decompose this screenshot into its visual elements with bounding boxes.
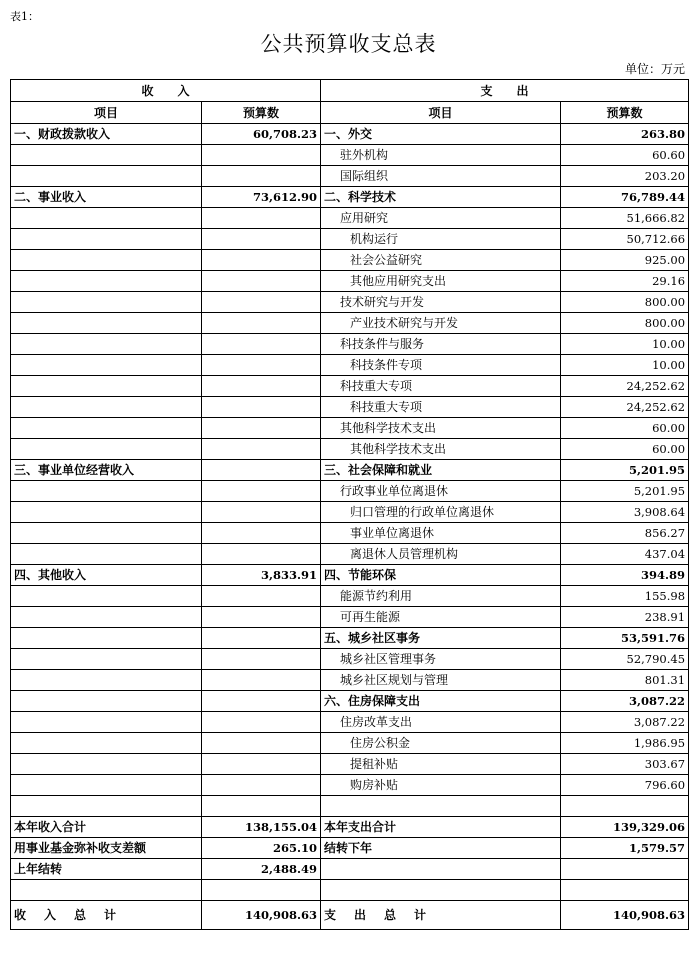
- expense-amount-cell: 3,087.22: [561, 691, 689, 712]
- expense-item-cell: 科技重大专项: [321, 397, 561, 418]
- income-amount-cell: [202, 691, 321, 712]
- expense-item-cell: 产业技术研究与开发: [321, 313, 561, 334]
- expense-amount-cell: [561, 880, 689, 901]
- table-row: [11, 628, 689, 649]
- income-item-cell: [11, 250, 202, 271]
- grand-total-row: [11, 901, 689, 930]
- expense-amount-cell: 263.80: [561, 124, 689, 145]
- expense-amount-cell: 24,252.62: [561, 397, 689, 418]
- income-item-cell: [11, 880, 202, 901]
- table-row: [11, 607, 689, 628]
- income-item-cell: [11, 313, 202, 334]
- table-row: [11, 376, 689, 397]
- income-amount-cell: [202, 523, 321, 544]
- expense-amount-cell: 394.89: [561, 565, 689, 586]
- expense-amount-cell: 60.60: [561, 145, 689, 166]
- table-row: [11, 355, 689, 376]
- income-amount-cell: [202, 313, 321, 334]
- expense-amount-cell: 76,789.44: [561, 187, 689, 208]
- table-row: [11, 229, 689, 250]
- income-item-cell: [11, 145, 202, 166]
- income-item-cell: 上年结转: [11, 859, 202, 880]
- budget-table: [10, 79, 689, 930]
- table-row: [11, 544, 689, 565]
- table-row: [11, 817, 689, 838]
- unit-label: 单位：万元: [624, 62, 685, 76]
- income-group-header: 收 入: [11, 80, 321, 102]
- table-row: [11, 796, 689, 817]
- income-item-cell: 用事业基金弥补收支差额: [11, 838, 202, 859]
- income-item-cell: [11, 229, 202, 250]
- expense-item-cell: 其他应用研究支出: [321, 271, 561, 292]
- expense-item-cell: 能源节约利用: [321, 586, 561, 607]
- income-item-cell: [11, 775, 202, 796]
- income-amount-cell: [202, 271, 321, 292]
- income-amount-cell: [202, 250, 321, 271]
- income-item-cell: [11, 796, 202, 817]
- table-row: [11, 271, 689, 292]
- expense-item-cell: 国际组织: [321, 166, 561, 187]
- table-row: [11, 124, 689, 145]
- income-amount-cell: [202, 166, 321, 187]
- expense-total-amount: 140,908.63: [561, 901, 689, 930]
- expense-item-cell: [321, 796, 561, 817]
- expense-item-cell: 城乡社区管理事务: [321, 649, 561, 670]
- income-total-label-cell: [11, 901, 202, 930]
- expense-amount-cell: 10.00: [561, 334, 689, 355]
- table-row: [11, 670, 689, 691]
- income-amount-cell: [202, 355, 321, 376]
- income-amount-cell: [202, 586, 321, 607]
- expense-amount-cell: 155.98: [561, 586, 689, 607]
- table-row: [11, 334, 689, 355]
- income-item-cell: [11, 334, 202, 355]
- expense-amount-cell: 29.16: [561, 271, 689, 292]
- expense-total-label-cell: [321, 901, 561, 930]
- income-total-label: 收入总计: [14, 908, 135, 922]
- expense-amount-cell: 5,201.95: [561, 481, 689, 502]
- expense-amount-cell: 856.27: [561, 523, 689, 544]
- expense-amount-cell: 800.00: [561, 313, 689, 334]
- expense-item-cell: 机构运行: [321, 229, 561, 250]
- income-budget-header: 预算数: [202, 102, 321, 124]
- expense-item-cell: 五、城乡社区事务: [321, 628, 561, 649]
- table-row: [11, 691, 689, 712]
- expense-budget-header: 预算数: [561, 102, 689, 124]
- expense-item-cell: 科技条件与服务: [321, 334, 561, 355]
- expense-amount-cell: 3,908.64: [561, 502, 689, 523]
- expense-amount-cell: 238.91: [561, 607, 689, 628]
- income-amount-cell: 138,155.04: [202, 817, 321, 838]
- expense-item-cell: 购房补贴: [321, 775, 561, 796]
- table-row: [11, 166, 689, 187]
- income-amount-cell: [202, 334, 321, 355]
- income-item-cell: [11, 733, 202, 754]
- expense-amount-cell: 203.20: [561, 166, 689, 187]
- income-total-amount: 140,908.63: [202, 901, 321, 930]
- income-item-cell: [11, 691, 202, 712]
- income-item-cell: [11, 397, 202, 418]
- expense-item-cell: 科技条件专项: [321, 355, 561, 376]
- expense-amount-cell: 139,329.06: [561, 817, 689, 838]
- expense-amount-cell: 52,790.45: [561, 649, 689, 670]
- income-item-cell: [11, 502, 202, 523]
- group-header-row: [11, 80, 689, 102]
- table-row: [11, 754, 689, 775]
- expense-amount-cell: 60.00: [561, 418, 689, 439]
- table-row: [11, 208, 689, 229]
- expense-item-cell: 应用研究: [321, 208, 561, 229]
- expense-item-cell: [321, 859, 561, 880]
- expense-item-cell: 科技重大专项: [321, 376, 561, 397]
- income-amount-cell: [202, 460, 321, 481]
- table-row: [11, 733, 689, 754]
- income-item-cell: [11, 754, 202, 775]
- income-amount-cell: 2,488.49: [202, 859, 321, 880]
- table-row: [11, 859, 689, 880]
- income-amount-cell: [202, 712, 321, 733]
- expense-item-cell: 四、节能环保: [321, 565, 561, 586]
- income-amount-cell: [202, 649, 321, 670]
- income-amount-cell: 3,833.91: [202, 565, 321, 586]
- expense-amount-cell: 50,712.66: [561, 229, 689, 250]
- expense-item-cell: 住房改革支出: [321, 712, 561, 733]
- income-item-cell: 一、财政拨款收入: [11, 124, 202, 145]
- table-row: [11, 838, 689, 859]
- income-item-cell: [11, 544, 202, 565]
- income-item-cell: [11, 670, 202, 691]
- expense-amount-cell: 51,666.82: [561, 208, 689, 229]
- expense-item-cell: [321, 880, 561, 901]
- income-item-cell: 三、事业单位经营收入: [11, 460, 202, 481]
- table-row: [11, 250, 689, 271]
- expense-item-header: 项目: [321, 102, 561, 124]
- expense-amount-cell: 437.04: [561, 544, 689, 565]
- expense-item-cell: 驻外机构: [321, 145, 561, 166]
- income-amount-cell: [202, 544, 321, 565]
- table-row: [11, 481, 689, 502]
- expense-amount-cell: [561, 796, 689, 817]
- income-item-cell: [11, 712, 202, 733]
- expense-amount-cell: 1,579.57: [561, 838, 689, 859]
- table-row: [11, 145, 689, 166]
- budget-table-body: [11, 80, 689, 901]
- income-item-cell: [11, 439, 202, 460]
- table-row: [11, 649, 689, 670]
- table-row: [11, 418, 689, 439]
- income-amount-cell: 265.10: [202, 838, 321, 859]
- expense-amount-cell: 24,252.62: [561, 376, 689, 397]
- income-amount-cell: [202, 229, 321, 250]
- expense-item-cell: 本年支出合计: [321, 817, 561, 838]
- expense-item-cell: 其他科学技术支出: [321, 439, 561, 460]
- income-amount-cell: [202, 754, 321, 775]
- expense-item-cell: 社会公益研究: [321, 250, 561, 271]
- table-row: [11, 313, 689, 334]
- expense-amount-cell: 10.00: [561, 355, 689, 376]
- expense-item-cell: 三、社会保障和就业: [321, 460, 561, 481]
- income-amount-cell: [202, 145, 321, 166]
- income-amount-cell: [202, 439, 321, 460]
- income-amount-cell: 60,708.23: [202, 124, 321, 145]
- expense-item-cell: 可再生能源: [321, 607, 561, 628]
- table-row: [11, 439, 689, 460]
- income-item-cell: 本年收入合计: [11, 817, 202, 838]
- table-row: [11, 586, 689, 607]
- income-amount-cell: [202, 607, 321, 628]
- income-item-cell: [11, 355, 202, 376]
- income-amount-cell: [202, 733, 321, 754]
- table-number-label: 表1：: [10, 10, 39, 23]
- income-amount-cell: [202, 796, 321, 817]
- income-item-cell: 二、事业收入: [11, 187, 202, 208]
- expense-amount-cell: 801.31: [561, 670, 689, 691]
- income-item-cell: [11, 586, 202, 607]
- income-amount-cell: [202, 418, 321, 439]
- expense-amount-cell: 1,986.95: [561, 733, 689, 754]
- income-item-cell: [11, 481, 202, 502]
- expense-item-cell: 事业单位离退休: [321, 523, 561, 544]
- income-amount-cell: 73,612.90: [202, 187, 321, 208]
- table-row: [11, 292, 689, 313]
- table-row: [11, 775, 689, 796]
- income-amount-cell: [202, 775, 321, 796]
- income-item-cell: [11, 271, 202, 292]
- income-item-cell: [11, 649, 202, 670]
- expense-item-cell: 离退休人员管理机构: [321, 544, 561, 565]
- column-header-row: [11, 102, 689, 124]
- expense-amount-cell: 800.00: [561, 292, 689, 313]
- income-item-cell: [11, 523, 202, 544]
- expense-item-cell: 结转下年: [321, 838, 561, 859]
- income-amount-cell: [202, 208, 321, 229]
- expense-item-cell: 一、外交: [321, 124, 561, 145]
- expense-item-cell: 二、科学技术: [321, 187, 561, 208]
- income-amount-cell: [202, 628, 321, 649]
- expense-amount-cell: 796.60: [561, 775, 689, 796]
- income-amount-cell: [202, 502, 321, 523]
- table-row: [11, 397, 689, 418]
- expense-item-cell: 技术研究与开发: [321, 292, 561, 313]
- expense-amount-cell: [561, 859, 689, 880]
- expense-total-label: 支出总计: [324, 908, 445, 922]
- table-row: [11, 187, 689, 208]
- expense-amount-cell: 3,087.22: [561, 712, 689, 733]
- table-row: [11, 565, 689, 586]
- expense-amount-cell: 303.67: [561, 754, 689, 775]
- table-row: [11, 460, 689, 481]
- expense-item-cell: 行政事业单位离退休: [321, 481, 561, 502]
- income-item-cell: [11, 418, 202, 439]
- income-item-cell: [11, 607, 202, 628]
- expense-item-cell: 归口管理的行政单位离退休: [321, 502, 561, 523]
- expense-item-cell: 住房公积金: [321, 733, 561, 754]
- income-amount-cell: [202, 481, 321, 502]
- page-title: 公共预算收支总表: [260, 32, 437, 56]
- income-amount-cell: [202, 397, 321, 418]
- income-amount-cell: [202, 880, 321, 901]
- income-amount-cell: [202, 292, 321, 313]
- expense-amount-cell: 925.00: [561, 250, 689, 271]
- table-row: [11, 712, 689, 733]
- income-item-cell: [11, 376, 202, 397]
- table-row: [11, 502, 689, 523]
- income-item-cell: [11, 208, 202, 229]
- expense-item-cell: 其他科学技术支出: [321, 418, 561, 439]
- expense-amount-cell: 5,201.95: [561, 460, 689, 481]
- table-row: [11, 880, 689, 901]
- income-item-cell: [11, 292, 202, 313]
- table-row: [11, 523, 689, 544]
- expense-item-cell: 提租补贴: [321, 754, 561, 775]
- income-item-header: 项目: [11, 102, 202, 124]
- income-amount-cell: [202, 670, 321, 691]
- income-item-cell: 四、其他收入: [11, 565, 202, 586]
- expense-amount-cell: 60.00: [561, 439, 689, 460]
- expense-item-cell: 城乡社区规划与管理: [321, 670, 561, 691]
- expense-amount-cell: 53,591.76: [561, 628, 689, 649]
- income-amount-cell: [202, 376, 321, 397]
- expense-item-cell: 六、住房保障支出: [321, 691, 561, 712]
- income-item-cell: [11, 628, 202, 649]
- expense-group-header: 支 出: [321, 80, 689, 102]
- income-item-cell: [11, 166, 202, 187]
